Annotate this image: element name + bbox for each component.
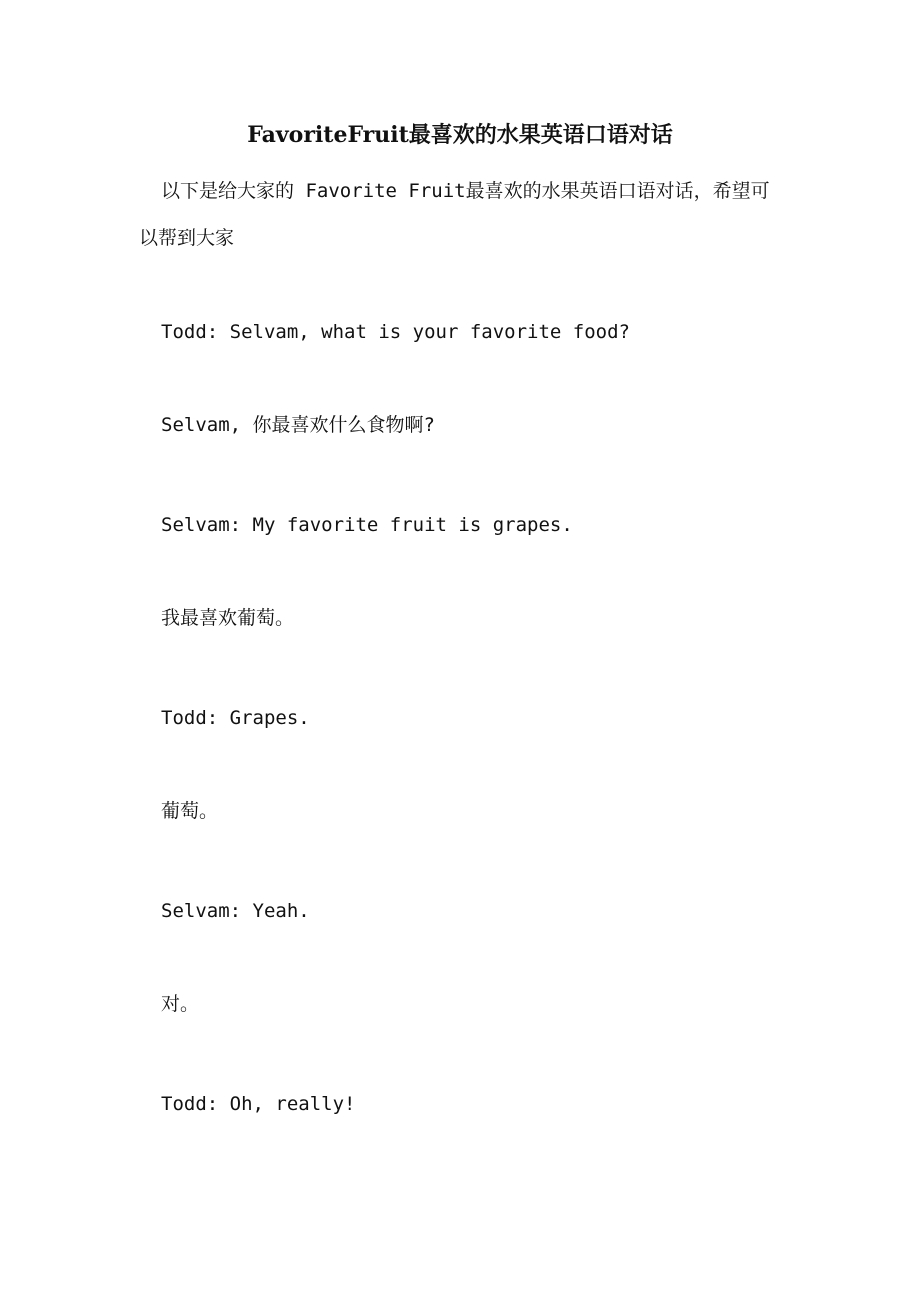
- dialogue-line: 葡萄。: [161, 800, 219, 822]
- dialogue-line: Todd: Oh, really!: [161, 1093, 356, 1115]
- dialogue-line: Todd: Grapes.: [161, 707, 310, 729]
- intro-paragraph: 以下是给大家的 Favorite Fruit最喜欢的水果英语口语对话，希望可以帮到大家: [139, 180, 770, 249]
- dialogue-line: Selvam, 你最喜欢什么食物啊?: [161, 414, 435, 436]
- dialogue-line: Selvam: Yeah.: [161, 900, 310, 922]
- document-title: FavoriteFruit最喜欢的水果英语口语对话: [247, 122, 673, 148]
- dialogue-line: 对。: [161, 993, 200, 1015]
- dialogue-line: 我最喜欢葡萄。: [161, 607, 295, 629]
- dialogue-line: Todd: Selvam, what is your favorite food?: [161, 321, 630, 343]
- dialogue-line: Selvam: My favorite fruit is grapes.: [161, 514, 573, 536]
